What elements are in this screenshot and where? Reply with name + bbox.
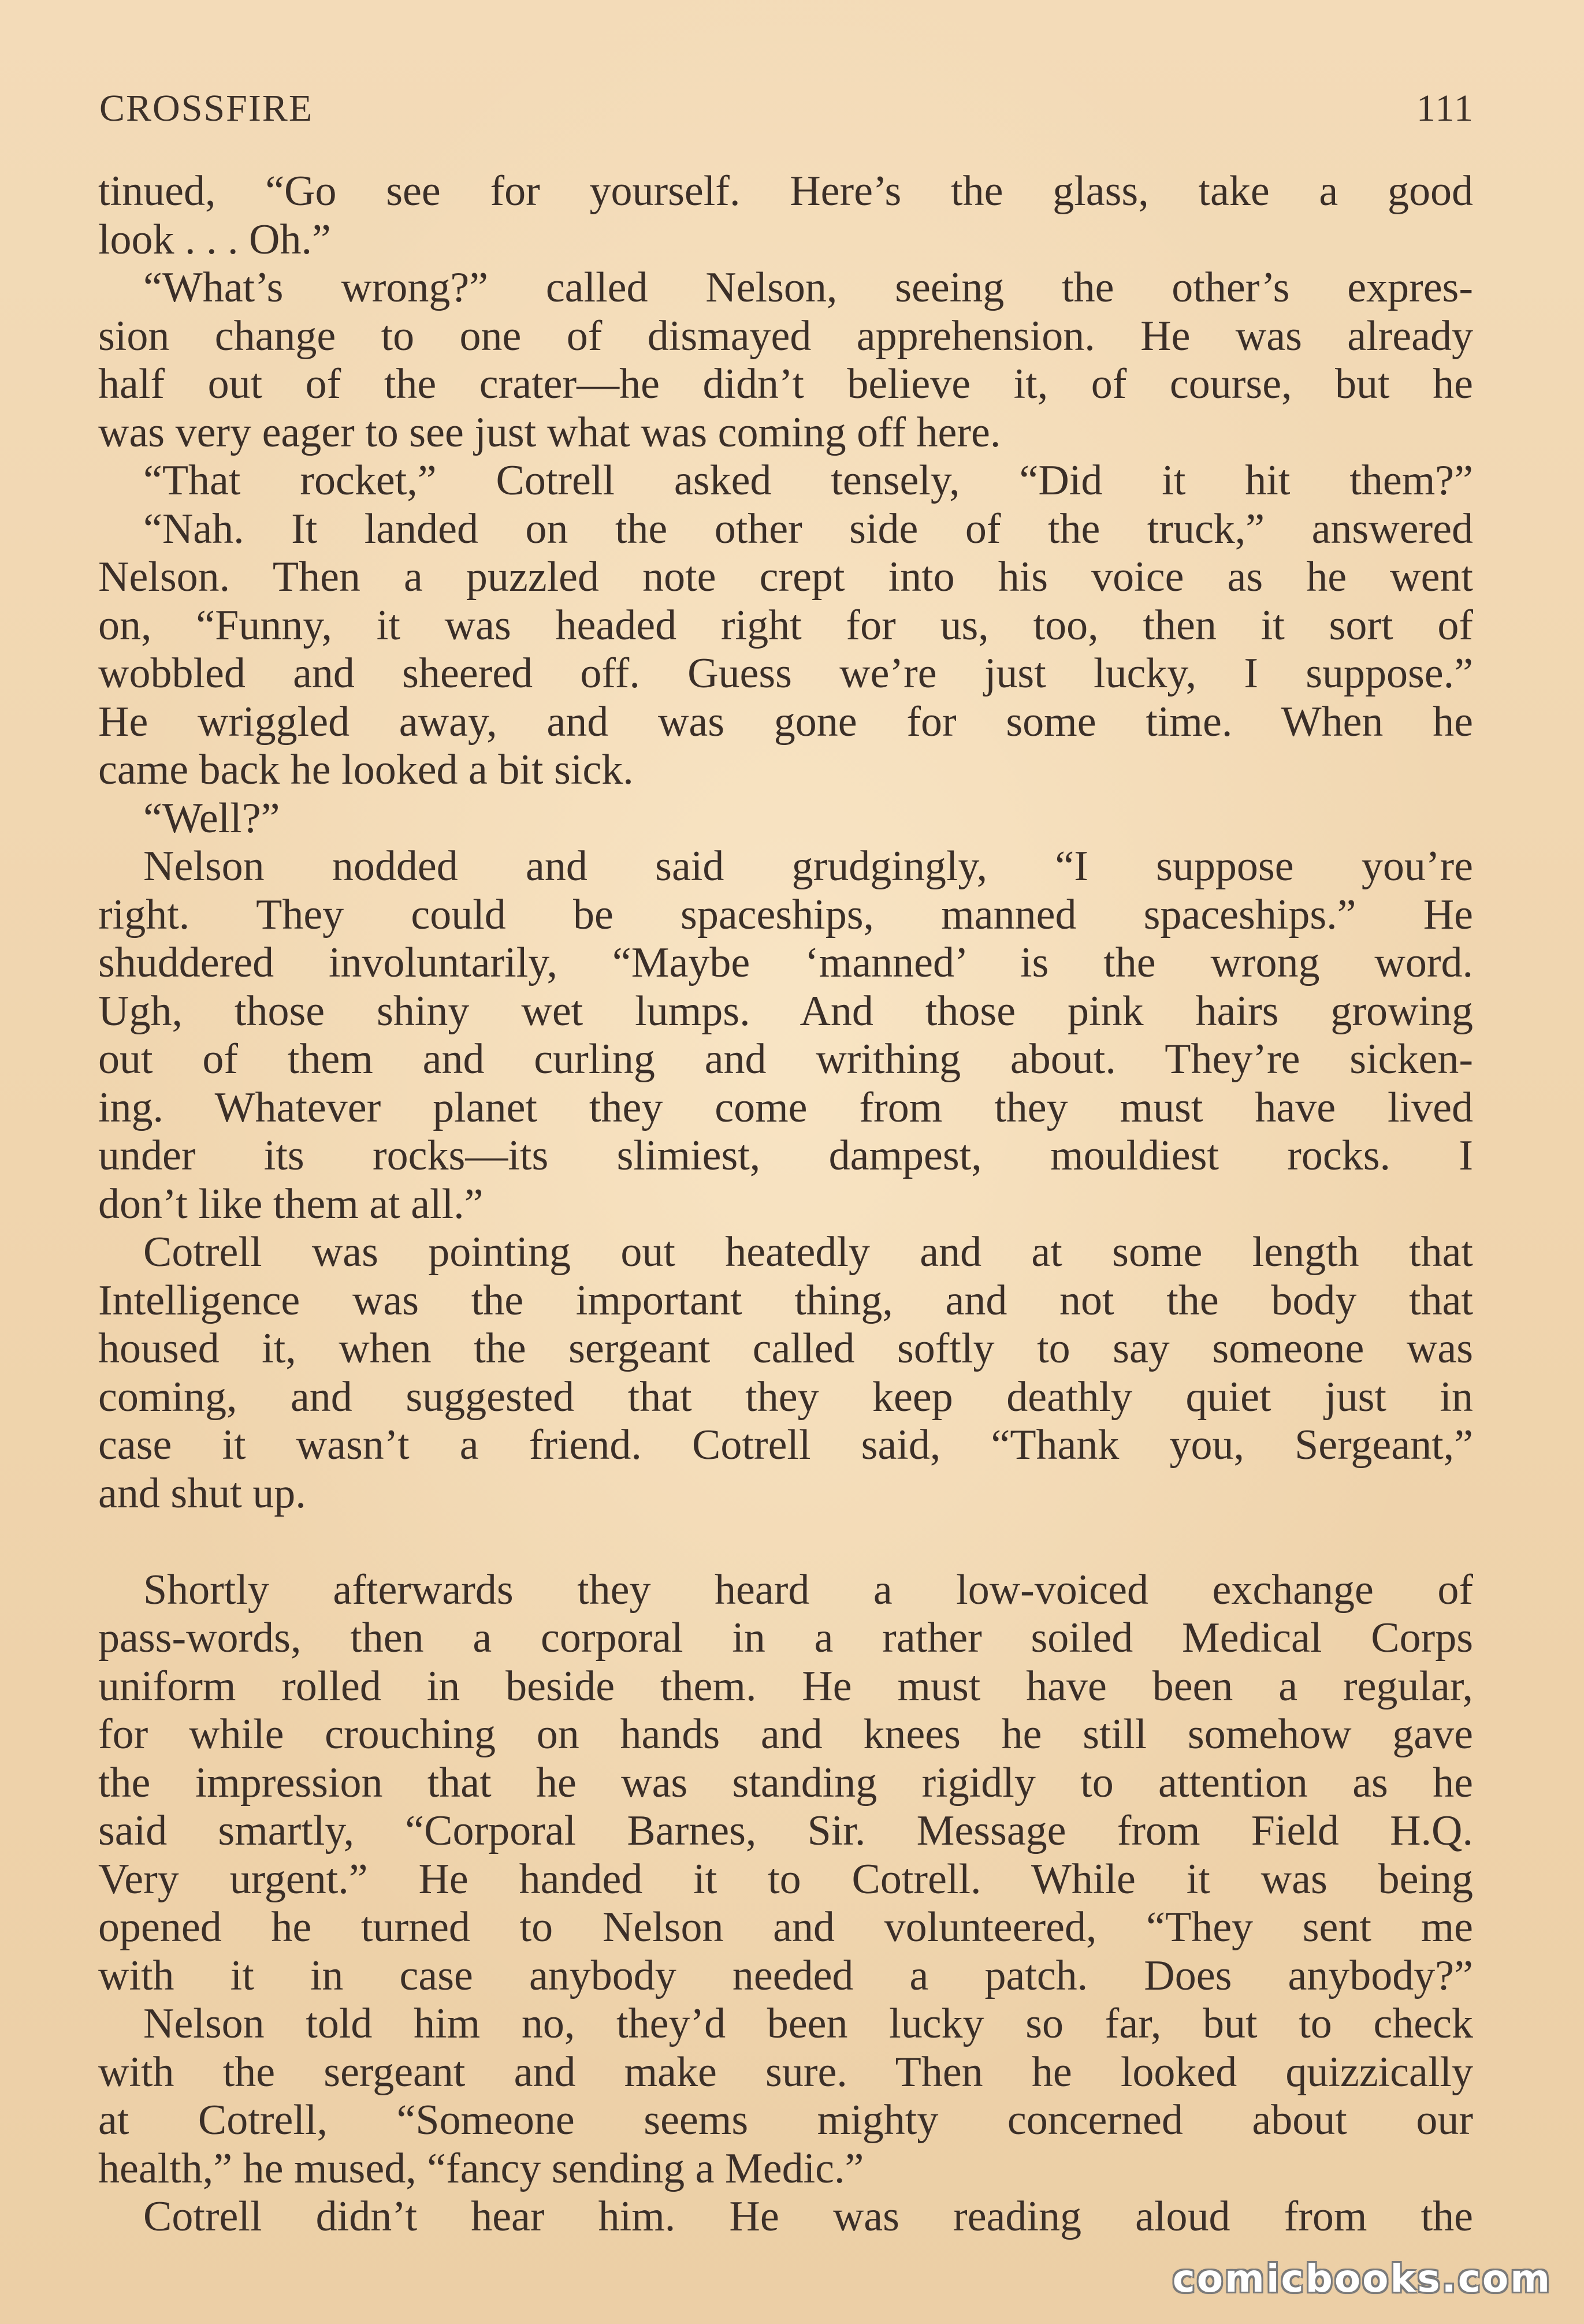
text-line: half out of the crater—he didn’t believe it, of course, but he	[98, 360, 1473, 408]
text-line: Nelson. Then a puzzled note crept into his voice as he went	[98, 553, 1473, 601]
text-line: for while crouching on hands and knees he still somehow gave	[98, 1711, 1473, 1758]
text-line: tinued, “Go see for yourself. Here’s the glass, take a good	[98, 167, 1473, 215]
text-line: “Nah. It landed on the other side of the truck,” answered	[143, 505, 1473, 553]
text-line: Nelson nodded and said grudgingly, “I suppose you’re	[143, 843, 1473, 890]
text-line: Very urgent.” He handed it to Cotrell. While it was being	[98, 1855, 1473, 1903]
page-number: 111	[1416, 87, 1474, 129]
text-line: Ugh, those shiny wet lumps. And those pink hairs growing	[98, 987, 1473, 1035]
text-line: was very eager to see just what was coming off here.	[98, 408, 1001, 456]
text-line: “What’s wrong?” called Nelson, seeing the other’s expres-	[143, 264, 1473, 311]
text-line: with the sergeant and make sure. Then he looked quizzically	[98, 2048, 1473, 2096]
text-line: said smartly, “Corporal Barnes, Sir. Message from Field H.Q.	[98, 1807, 1473, 1854]
text-line: the impression that he was standing rigidly to attention as he	[98, 1759, 1473, 1807]
text-line: coming, and suggested that they keep deathly quiet just in	[98, 1373, 1473, 1421]
text-line: wobbled and sheered off. Guess we’re just lucky, I suppose.”	[98, 650, 1473, 697]
running-head-title: CROSSFIRE	[99, 87, 314, 129]
text-line: look . . . Oh.”	[98, 215, 331, 263]
text-line: right. They could be spaceships, manned spaceships.” He	[98, 891, 1473, 938]
watermark: comicbooks.com	[1172, 2256, 1552, 2301]
text-line: under its rocks—its slimiest, dampest, mouldiest rocks. I	[98, 1132, 1473, 1179]
text-line: housed it, when the sergeant called softly to say someone was	[98, 1325, 1473, 1372]
text-line: “That rocket,” Cotrell asked tensely, “Did it hit them?”	[143, 457, 1473, 504]
text-line: at Cotrell, “Someone seems mighty concerned about our	[98, 2096, 1473, 2144]
text-line: Cotrell was pointing out heatedly and at some length that	[143, 1228, 1473, 1276]
text-line: don’t like them at all.”	[98, 1180, 484, 1228]
text-line: uniform rolled in beside them. He must have been a regular,	[98, 1662, 1473, 1710]
text-line: case it wasn’t a friend. Cotrell said, “Thank you, Sergeant,”	[98, 1421, 1473, 1469]
running-head	[99, 87, 1474, 139]
text-line: shuddered involuntarily, “Maybe ‘manned’ is the wrong word.	[98, 939, 1473, 986]
text-line: out of them and curling and writhing about. They’re sicken-	[98, 1036, 1473, 1083]
text-line: Intelligence was the important thing, and not the body that	[98, 1276, 1473, 1324]
text-line: ing. Whatever planet they come from they must have lived	[98, 1083, 1473, 1131]
text-line: He wriggled away, and was gone for some time. When he	[98, 698, 1473, 746]
text-line: “Well?”	[143, 794, 280, 842]
text-line: sion change to one of dismayed apprehension. He was already	[98, 312, 1473, 360]
text-line: opened he turned to Nelson and volunteered, “They sent me	[98, 1904, 1473, 1951]
text-line: Nelson told him no, they’d been lucky so far, but to check	[143, 2000, 1473, 2047]
text-line: Cotrell didn’t hear him. He was reading aloud from the	[143, 2193, 1473, 2240]
text-line: health,” he mused, “fancy sending a Medic.”	[98, 2144, 864, 2192]
body-text	[98, 167, 1473, 2241]
text-line: and shut up.	[98, 1469, 306, 1517]
text-line: with it in case anybody needed a patch. Does anybody?”	[98, 1951, 1473, 1999]
text-line: Shortly afterwards they heard a low-voiced exchange of	[143, 1566, 1473, 1614]
section-break	[98, 1518, 1473, 1566]
text-line: pass-words, then a corporal in a rather soiled Medical Corps	[98, 1614, 1473, 1662]
text-line: on, “Funny, it was headed right for us, too, then it sort of	[98, 601, 1473, 649]
text-line: came back he looked a bit sick.	[98, 746, 634, 794]
